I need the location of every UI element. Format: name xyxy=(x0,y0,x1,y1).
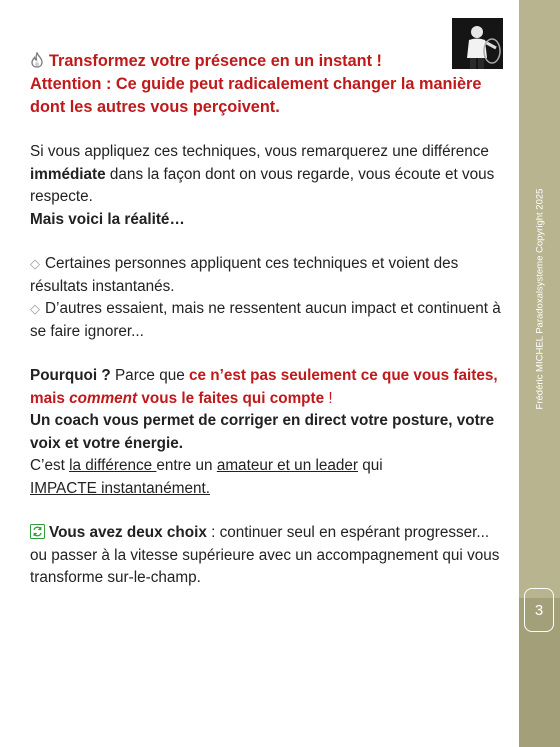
diff-mid: entre un xyxy=(156,457,217,474)
bullet-item xyxy=(30,298,505,343)
choice-text: : continuer seul en espérant progresser... ou passer à la vitesse supérieure avec un accompagnement qui vous transforme sur-le-champ. xyxy=(30,524,500,586)
bullet-text: Certaines personnes appliquent ces techniques et voient des résultats instantanés. xyxy=(30,255,459,295)
reality-heading: Mais voici la réalité… xyxy=(30,210,185,228)
cycle-arrows-icon xyxy=(30,524,45,539)
intro-paragraph xyxy=(30,141,505,231)
title-line-1: Transformez votre présence en un instant ! xyxy=(49,52,382,70)
coach-sentence: Un coach vous permet de corriger en direct votre posture, votre voix et votre énergie. xyxy=(30,412,495,452)
why-red-1: ce n’est pas seulement ce que vous faites, mais xyxy=(30,367,498,407)
page-number: 3 xyxy=(524,588,554,632)
choice-paragraph xyxy=(30,522,505,590)
copyright-text: Frédéric MICHEL Paradoxalsysteme Copyright 2025 xyxy=(534,188,545,410)
copyright-credit xyxy=(519,0,560,598)
why-bang: ! xyxy=(324,389,333,407)
diamond-icon: ◇ xyxy=(30,301,40,316)
slide-content xyxy=(30,50,505,590)
why-red-2: vous le faites qui compte xyxy=(137,389,325,407)
diff-underline-1: la différence xyxy=(69,457,157,474)
diff-underline-3: IMPACTE instantanément. xyxy=(30,479,210,497)
diff-prefix: C’est xyxy=(30,457,70,474)
flame-icon xyxy=(30,52,44,68)
why-answer-prefix: Parce que xyxy=(110,367,189,384)
intro-text-2: dans la façon dont on vous regarde, vous écoute et vous respecte. xyxy=(30,165,495,205)
diamond-icon: ◇ xyxy=(30,256,40,271)
why-question: Pourquoi ? xyxy=(30,367,111,384)
intro-text-1: Si vous appliquez ces techniques, vous remarquerez une différence xyxy=(30,143,489,160)
why-paragraph xyxy=(30,365,505,500)
choice-heading: Vous avez deux choix xyxy=(49,524,207,541)
bullet-text: D’autres essaient, mais ne ressentent aucun impact et continuent à se faire ignorer... xyxy=(30,300,501,340)
intro-emphasis: immédiate xyxy=(30,165,106,183)
why-red-italic: comment xyxy=(69,389,138,407)
diff-underline-2: amateur et un leader xyxy=(216,457,358,474)
slide-title xyxy=(30,50,505,119)
title-line-2: Attention : Ce guide peut radicalement changer la manière dont les autres vous perçoivent. xyxy=(30,75,482,116)
diff-suffix: qui xyxy=(357,457,383,474)
bullet-item xyxy=(30,253,505,298)
